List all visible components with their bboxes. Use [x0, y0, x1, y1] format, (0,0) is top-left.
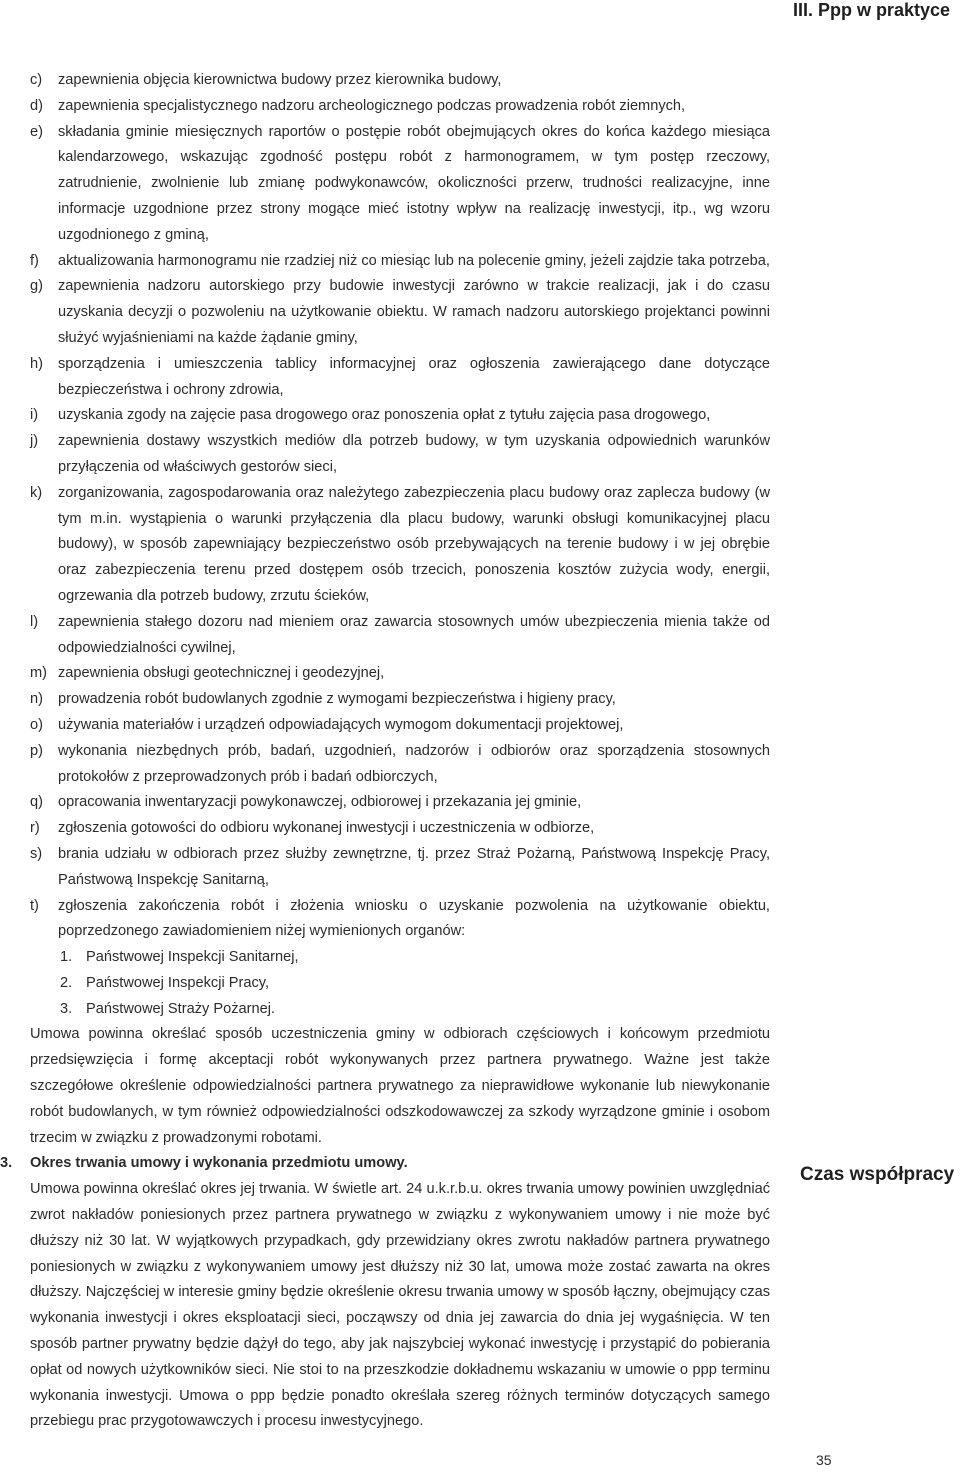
list-item [30, 661, 770, 687]
list-item [30, 842, 770, 894]
list-marker: 2. [60, 974, 73, 991]
list-marker: 1. [60, 949, 73, 966]
list-marker: c) [30, 72, 43, 88]
list-item [30, 120, 770, 249]
list-item-text: zorganizowania, zagospodarowania oraz należytego zabezpieczenia placu budowy oraz zaplecza budowy (w tym m.in. wystąpienia o warunki przyłączenia dla placu budowy, warunki obsługi komunikacyjnej placu budowy), w sposób zapewniający bezpieczeństwo osób przebywających na terenie budowy i w jej obrębie oraz zabezpieczenia terenu przed dostępem osób trzecich, ponoszenia kosztów zużycia wody, energii, ogrzewania dla potrzeb budowy, zrzutu ścieków, [58, 484, 770, 604]
list-item [30, 971, 770, 997]
list-item-text: używania materiałów i urządzeń odpowiadających wymogom dokumentacji projektowej, [58, 716, 624, 733]
list-marker: p) [30, 742, 43, 759]
list-marker: k) [30, 484, 43, 501]
list-marker: j) [30, 433, 39, 450]
list-marker: t) [30, 897, 39, 914]
list-marker: i) [30, 407, 39, 424]
list-item [30, 945, 770, 971]
numbered-sub-list [30, 945, 770, 1022]
list-item-text: zapewnienia objęcia kierownictwa budowy przez kierownika budowy, [58, 72, 502, 88]
list-item [30, 713, 770, 739]
list-item [30, 481, 770, 610]
list-item [30, 816, 770, 842]
list-marker: s) [30, 845, 43, 862]
list-marker: r) [30, 820, 40, 837]
list-marker: m) [30, 665, 48, 682]
list-item [30, 429, 770, 481]
list-item-text: opracowania inwentaryzacji powykonawczej, odbiorowej i przekazania jej gminie, [58, 794, 582, 811]
list-marker: e) [30, 123, 43, 140]
list-item [30, 790, 770, 816]
list-item-text: zapewnienia stałego dozoru nad mieniem oraz zawarcia stosownych umów ubezpieczenia mienia także od odpowiedzialności cywilnej, [58, 613, 770, 656]
list-item-text: zapewnienia dostawy wszystkich mediów dla potrzeb budowy, w tym uzyskania odpowiednich warunków przyłączenia od właściwych gestorów sieci, [58, 433, 770, 475]
page-content [0, 68, 770, 1435]
list-item [30, 352, 770, 404]
list-marker: q) [30, 794, 43, 811]
list-item [30, 403, 770, 429]
list-item [30, 94, 770, 120]
section-heading [0, 1151, 770, 1177]
list-item-text: zgłoszenia gotowości do odbioru wykonanej inwestycji i uczestniczenia w odbiorze, [58, 820, 595, 837]
list-item-text: zapewnienia obsługi geotechnicznej i geodezyjnej, [58, 665, 385, 682]
list-item [30, 894, 770, 946]
section-body: Umowa powinna określać okres jej trwania. W świetle art. 24 u.k.r.b.u. okres trwania umowy powinien uwzględniać zwrot nakładów poniesionych przez partnera prywatnego w związku z wykonywaniem umowy i nie może być dłuższy niż 30 lat. W wyjątkowych przypadkach, gdy przewidziany okres zwrotu nakładów partnera prywatnego poniesionych w związku z wykonywaniem umowy jest dłuższy niż 30 lat, umowa może zostać zawarta na okres dłuższy. Najczęściej w interesie gminy będzie określenie okresu trwania umowy w sposób łączny, obejmujący czas wykonania inwestycji i okres eksploatacji sieci, począwszy od dnia jej zawarcia do dnia jej wygaśnięcia. W ten sposób partner prywatny będzie dążył do tego, aby jak najszybciej wykonać inwestycję i przystąpić do pobierania opłat od nowych użytkowników sieci. Nie stoi to na przeszkodzie dokładnemu wskazaniu w umowie o ppp terminu wykonania inwestycji. Umowa o ppp będzie ponadto określała szereg różnych terminów dotyczących samego przebiegu prac przygotowawczych i procesu inwestycyjnego. [30, 1181, 770, 1430]
list-item [30, 997, 770, 1023]
list-item-text: uzyskania zgody na zajęcie pasa drogowego oraz ponoszenia opłat z tytułu zajęcia pasa drogowego, [58, 407, 711, 424]
list-marker: o) [30, 716, 43, 733]
page-header-title: III. Ppp w praktyce [792, 0, 950, 20]
page-number: 35 [816, 1452, 832, 1468]
section-number: 3. [0, 1155, 13, 1172]
list-item-text: aktualizowania harmonogramu nie rzadziej niż co miesiąc lub na polecenie gminy, jeżeli zajdzie taka potrzeba, [58, 252, 770, 269]
list-item-text: Państwowej Inspekcji Pracy, [86, 974, 270, 991]
list-item-text: zapewnienia nadzoru autorskiego przy budowie inwestycji zarówno w trakcie realizacji, jak i do czasu uzyskania decyzji o pozwoleniu na użytkowanie obiektu. W ramach nadzoru autorskiego projektanci powinni służyć wyjaśnieniami na każde żądanie gminy, [58, 278, 770, 346]
list-item [30, 274, 770, 351]
enumerated-list [30, 68, 770, 945]
list-item-text: brania udziału w odbiorach przez służby zewnętrzne, tj. przez Straż Pożarną, Państwową Inspekcję Pracy, Państwową Inspekcję Sanitarną, [58, 845, 770, 888]
list-marker: n) [30, 691, 43, 708]
list-marker: g) [30, 278, 43, 295]
list-marker: f) [30, 252, 39, 269]
list-item [30, 610, 770, 662]
list-item-text: Państwowej Inspekcji Sanitarnej, [86, 949, 299, 966]
list-item-text: składania gminie miesięcznych raportów o postępie robót obejmujących okres do końca każdego miesiąca kalendarzowego, wskazując zgodność postępu robót z harmonogramem, w tym postęp rzeczowy, zatrudnienie, zwolnienie lub zmianę podwykonawców, okoliczności przerw, trudności realizacyjne, inne informacje uzgodnione przez strony mogące mieć istotny wpływ na realizację inwestycji, itp., wg wzoru uzgodnionego z gminą, [58, 123, 770, 243]
paragraph: Umowa powinna określać sposób uczestniczenia gminy w odbiorach częściowych i końcowym przedmiotu przedsięwzięcia i formę akceptacji robót wykonywanych przez partnera prywatnego. Ważne jest także szczegółowe określenie odpowiedzialności partnera prywatnego za nieprawidłowe wykonanie lub niewykonanie robót budowlanych, w tym również odpowiedzialności odszkodowawczej za szkody wyrządzone gminie i osobom trzecim w związku z prowadzonymi robotami. [30, 1026, 770, 1146]
list-item [30, 68, 770, 94]
list-marker: d) [30, 97, 43, 114]
list-item-text: prowadzenia robót budowlanych zgodnie z wymogami bezpieczeństwa i higieny pracy, [58, 691, 616, 708]
list-item-text: wykonania niezbędnych prób, badań, uzgodnień, nadzorów i odbiorów oraz sporządzenia stosownych protokołów z przeprowadzonych prób i badań odbiorczych, [58, 742, 770, 785]
section-title: Okres trwania umowy i wykonania przedmiotu umowy. [30, 1155, 408, 1172]
list-item-text: sporządzenia i umieszczenia tablicy informacyjnej oraz ogłoszenia zawierającego dane dotyczące bezpieczeństwa i ochrony zdrowia, [58, 355, 770, 398]
list-marker: 3. [60, 1000, 73, 1017]
list-marker: l) [30, 613, 39, 630]
list-item [30, 739, 770, 791]
list-item-text: zapewnienia specjalistycznego nadzoru archeologicznego podczas prowadzenia robót ziemnych, [58, 97, 686, 114]
margin-note: Czas współpracy [800, 1164, 955, 1185]
list-item [30, 249, 770, 275]
list-marker: h) [30, 355, 43, 372]
list-item-text: Państwowej Straży Pożarnej. [86, 1000, 275, 1017]
list-item [30, 687, 770, 713]
list-item-text: zgłoszenia zakończenia robót i złożenia wniosku o uzyskanie pozwolenia na użytkowanie obiektu, poprzedzonego zawiadomieniem niżej wymienionych organów: [58, 897, 770, 940]
